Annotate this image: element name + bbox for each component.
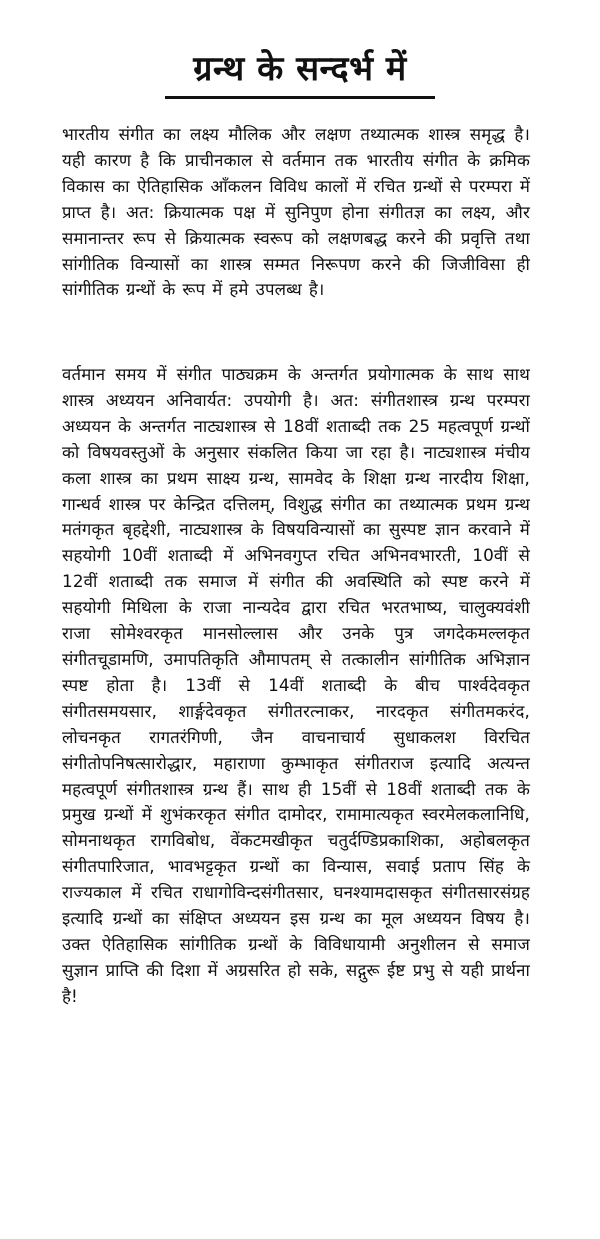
- page-title: ग्रन्थ के सन्दर्भ में: [193, 49, 407, 89]
- title-box: [165, 42, 435, 99]
- paragraph-granth-list: वर्तमान समय में संगीत पाठ्यक्रम के अन्तर्गत प्रयोगात्मक के साथ साथ शास्त्र अध्ययन अनिवार्यत: उपयोगी है। अत: संगीतशास्त्र ग्रन्थ परम्परा अध्ययन के अन्तर्गत नाट्यशास्त्र से 18वीं शताब्दी तक 25 महत्वपूर्ण ग्रन्थों को विषयवस्तुओं के अनुसार संकलित किया जा रहा है। नाट्यशास्त्र मंचीय कला शास्त्र का प्रथम साक्ष्य ग्रन्थ, सामवेद के शिक्षा ग्रन्थ नारदीय शिक्षा, गान्धर्व शास्त्र पर केन्द्रित दत्तिलम्, विशुद्ध संगीत का तथ्यात्मक प्रथम ग्रन्थ मतंगकृत बृहद्देशी, नाट्यशास्त्र के विषयविन्यासों का सुस्पष्ट ज्ञान करवाने में सहयोगी 10वीं शताब्दी में अभिनवगुप्त रचित अभिनवभारती, 10वीं से 12वीं शताब्दी तक समाज में संगीत की अवस्थिति को स्पष्ट करने में सहयोगी मिथिला के राजा नान्यदेव द्वारा रचित भरतभाष्य, चालुक्यवंशी राजा सोमेश्वरकृत मानसोल्लास और उनके पुत्र जगदेकमल्लकृत संगीतचूडामणि, उमापतिकृति औमापतम् से तत्कालीन सांगीतिक अभिज्ञान स्पष्ट होता है। 13वीं से 14वीं शताब्दी के बीच पार्श्वदेवकृत संगीतसमयसार, शार्ङ्गदेवकृत संगीतरत्नाकर, नारदकृत संगीतमकरंद, लोचनकृत रागतरंगिणी, जैन वाचनाचार्य सुधाकलश विरचित संगीतोपनिषत्सारोद्धार, महाराणा कुम्भाकृत संगीतराज इत्यादि अत्यन्त महत्वपूर्ण संगीतशास्त्र ग्रन्थ हैं। साथ ही 15वीं से 18वीं शताब्दी तक के प्रमुख ग्रन्थों में शुभंकरकृत संगीत दामोदर, रामामात्यकृत स्वरमेलकलानिधि, सोमनाथकृत रागविबोध, वेंकटमखीकृत चतुर्दण्डिप्रकाशिका, अहोबलकृत संगीतपारिजात, भावभट्टकृत ग्रन्थों का विन्यास, सवाई प्रताप सिंह के राज्यकाल में रचित राधागोविन्दसंगीतसार, घनश्यामदासकृत संगीतसारसंग्रह इत्यादि ग्रन्थों का संक्षिप्त अध्ययन इस ग्रन्थ का मूल अध्ययन विषय है। उक्त ऐतिहासिक सांगीतिक ग्रन्थों के विविधायामी अनुशीलन से समाज सुज्ञान प्राप्ति की दिशा में अग्रसरित हो सके, सद्गुरू ईष्ट प्रभु से यही प्रार्थना है!: [62, 364, 530, 1006]
- paragraph-intro: भारतीय संगीत का लक्ष्य मौलिक और लक्षण तथ्यात्मक शास्त्र समृद्ध है। यही कारण है कि प्राचीनकाल से वर्तमान तक भारतीय संगीत के क्रमिक विकास का ऐतिहासिक आँकलन विविध कालों में रचित ग्रन्थों से परम्परा में प्राप्त है। अत: क्रियात्मक पक्ष में सुनिपुण होना संगीतज्ञ का लक्ष्य, और समानान्तर रूप से क्रियात्मक स्वरूप को लक्षणबद्ध करने की प्रवृत्ति तथा सांगीतिक विन्यासों का शास्त्र सम्मत निरूपण करने की जिजीविसा ही सांगीतिक ग्रन्थों के रूप में हमे उपलब्ध है।: [62, 124, 530, 300]
